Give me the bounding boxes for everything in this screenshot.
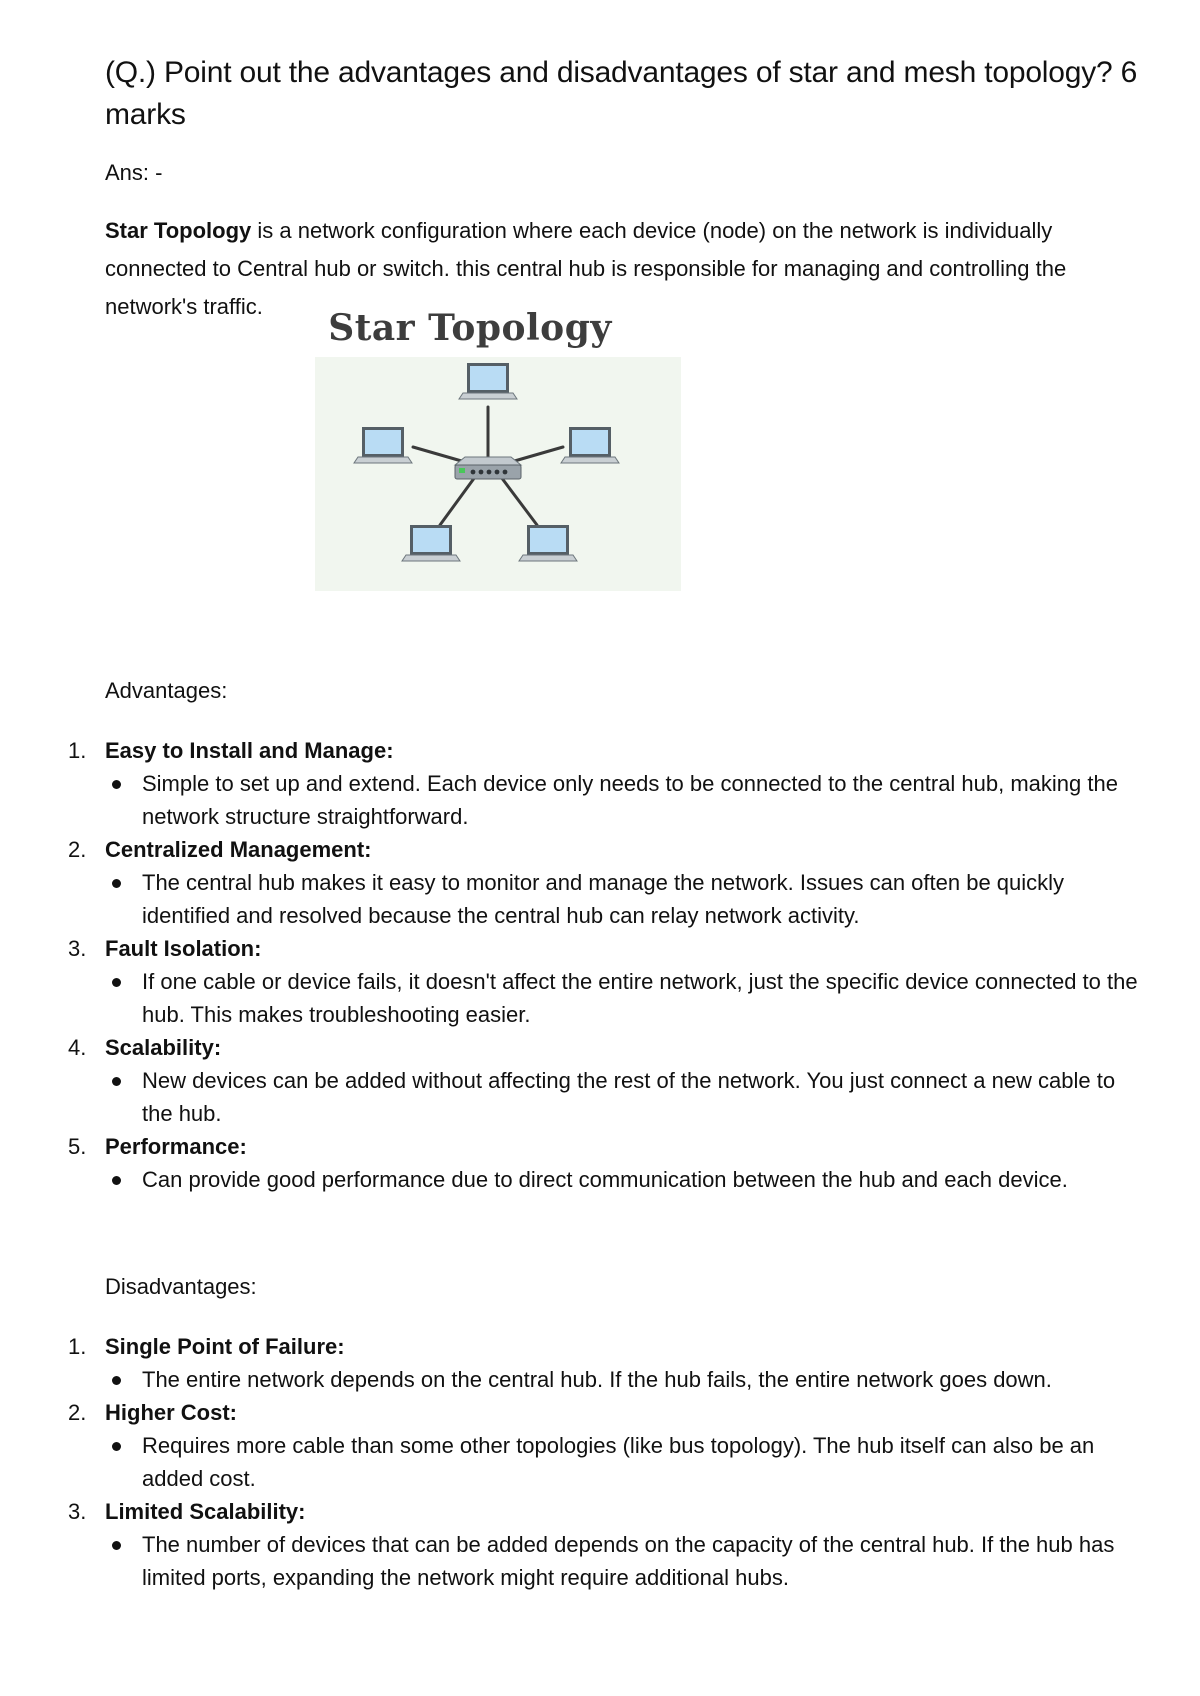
item-description — [60, 767, 1142, 833]
document-body — [105, 52, 1165, 326]
laptop-icon — [402, 525, 460, 561]
item-description-text: New devices can be added without affecting the rest of the network. You just connect a new cable to the hub. — [142, 1068, 1116, 1126]
star-topology-diagram — [315, 357, 681, 591]
item-title — [60, 1330, 1170, 1363]
item-number: 2. — [68, 1400, 87, 1425]
item-description-text: The central hub makes it easy to monitor and manage the network. Issues can often be quickly identified and resolved because the central hub can relay network activity. — [142, 870, 1065, 928]
item-title — [60, 833, 1170, 866]
item-title — [60, 734, 1170, 767]
intro-term: Star Topology — [105, 218, 252, 243]
item-title — [60, 1130, 1170, 1163]
list-item — [60, 1130, 1170, 1196]
item-number: 5. — [68, 1134, 87, 1159]
item-description — [60, 1064, 1142, 1130]
laptop-icon — [519, 525, 577, 561]
item-description — [60, 1528, 1142, 1594]
network-switch-icon — [455, 457, 521, 479]
advantages-heading: Advantages: — [105, 678, 228, 703]
bullet-icon — [112, 879, 121, 888]
cable-left — [413, 447, 465, 462]
item-title-text: Fault Isolation: — [105, 936, 262, 961]
item-title-text: Single Point of Failure: — [105, 1334, 345, 1359]
intro-text: is a network configuration where each device (node) on the network is individually connected to Central hub or switch. this central hub is responsible for managing and controlling the network's traffic. — [105, 218, 1067, 319]
item-title — [60, 1031, 1170, 1064]
bullet-icon — [112, 1541, 121, 1550]
list-item — [60, 833, 1170, 932]
list-item — [60, 734, 1170, 833]
item-title — [60, 1495, 1170, 1528]
bullet-icon — [112, 1442, 121, 1451]
item-description — [60, 1429, 1142, 1495]
item-description-text: The entire network depends on the central hub. If the hub fails, the entire network goes down. — [142, 1367, 1052, 1392]
disadvantages-list — [60, 1330, 1170, 1594]
list-item — [60, 932, 1170, 1031]
figure-diagram-panel — [315, 357, 681, 591]
list-item — [60, 1031, 1170, 1130]
item-number: 4. — [68, 1035, 87, 1060]
item-description-text: Requires more cable than some other topologies (like bus topology). The hub itself can also be an added cost. — [142, 1433, 1095, 1491]
disadvantages-heading: Disadvantages: — [105, 1274, 257, 1299]
list-item — [60, 1495, 1170, 1594]
cable-bottom-right — [501, 477, 537, 525]
item-title — [60, 1396, 1170, 1429]
item-description-text: Can provide good performance due to direct communication between the hub and each device. — [142, 1167, 1068, 1192]
item-number: 1. — [68, 1334, 87, 1359]
item-description-text: If one cable or device fails, it doesn't affect the entire network, just the specific device connected to the hub. This makes troubleshooting easier. — [142, 969, 1138, 1027]
laptop-icon — [354, 427, 412, 463]
answer-label: Ans: - — [105, 160, 163, 185]
item-description — [60, 965, 1142, 1031]
item-title-text: Performance: — [105, 1134, 247, 1159]
bullet-icon — [112, 1077, 121, 1086]
advantages-list — [60, 734, 1170, 1196]
item-title — [60, 932, 1170, 965]
item-title-text: Higher Cost: — [105, 1400, 237, 1425]
item-number: 3. — [68, 936, 87, 961]
item-description-text: Simple to set up and extend. Each device only needs to be connected to the central hub, making the network structure straightforward. — [142, 771, 1118, 829]
figure-title: Star Topology — [328, 307, 612, 349]
cable-bottom-left — [440, 477, 475, 525]
list-item — [60, 1330, 1170, 1396]
bullet-icon — [112, 978, 121, 987]
bullet-icon — [112, 780, 121, 789]
item-title-text: Easy to Install and Manage: — [105, 738, 394, 763]
item-description-text: The number of devices that can be added depends on the capacity of the central hub. If the hub has limited ports, expanding the network might require additional hubs. — [142, 1532, 1115, 1590]
item-title-text: Scalability: — [105, 1035, 222, 1060]
laptop-icon — [459, 363, 517, 399]
bullet-icon — [112, 1176, 121, 1185]
item-description — [60, 1163, 1142, 1196]
laptop-icon — [561, 427, 619, 463]
item-title-text: Centralized Management: — [105, 837, 372, 862]
star-topology-figure — [315, 307, 685, 603]
bullet-icon — [112, 1376, 121, 1385]
question-heading: (Q.) Point out the advantages and disadvantages of star and mesh topology? 6 marks — [105, 56, 1138, 131]
item-description — [60, 866, 1142, 932]
item-number: 2. — [68, 837, 87, 862]
item-title-text: Limited Scalability: — [105, 1499, 306, 1524]
item-number: 1. — [68, 738, 87, 763]
cable-right — [511, 447, 563, 462]
item-description — [60, 1363, 1142, 1396]
list-item — [60, 1396, 1170, 1495]
item-number: 3. — [68, 1499, 87, 1524]
